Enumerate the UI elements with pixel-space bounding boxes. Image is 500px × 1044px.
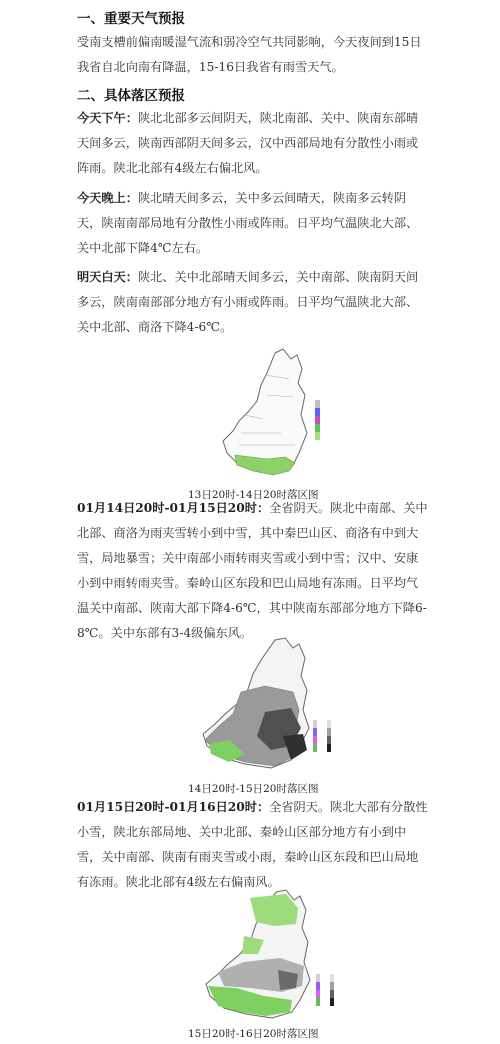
period2-text: 全省阴天。陕北中南部、关中北部、商洛为雨夹雪转小到中雪，其中秦巴山区、商洛有中到大雪，局地暴雪；关中南部小雨转雨夹雪或小到中雪；汉中、安康小到中雨转雨夹雪。秦岭山区东段和巴山局地有冻雨。日平均气温关中南部、陕南大部下降4-6℃，其中陕南东部部分地方下降6-8℃。关中东部有3-4级偏东风。 bbox=[77, 501, 428, 640]
tomorrow-paragraph bbox=[77, 265, 430, 340]
section1-paragraph: 受南支槽前偏南暖湿气流和弱冷空气共同影响，今天夜间到15日我省自北向南有降温，15-16日我省有雨雪天气。 bbox=[77, 35, 422, 74]
legend-2b bbox=[327, 720, 331, 752]
period2-paragraph bbox=[77, 496, 430, 646]
legend-2a bbox=[313, 720, 317, 752]
forecast-map-1 bbox=[205, 345, 330, 480]
tomorrow-text: 陕北、关中北部晴天间多云，关中南部、陕南阴天间多云，陕南南部部分地方有小雨或阵雨。日平均气温陕北大部、关中北部、商洛下降4-6℃。 bbox=[77, 270, 419, 334]
map1-caption: 13日20时-14日20时落区图 bbox=[188, 489, 319, 501]
map2-caption: 14日20时-15日20时落区图 bbox=[188, 783, 319, 795]
period3-label: 01月15日20时-01月16日20时： bbox=[77, 800, 270, 814]
period3-text: 全省阴天。陕北大部有分散性小雪，陕北东部局地、关中北部、秦岭山区部分地方有小到中雪，关中南部、陕南有雨夹雪或小雨，秦岭山区东段和巴山局地有冻雨。陕北北部有4级左右偏南风。 bbox=[77, 800, 428, 889]
today-afternoon-label: 今天下午： bbox=[77, 111, 138, 125]
forecast-map-3 bbox=[200, 888, 350, 1023]
tomorrow-label: 明天白天： bbox=[77, 270, 138, 284]
forecast-map-2 bbox=[195, 636, 345, 774]
legend-3b bbox=[330, 974, 334, 1006]
period3-paragraph bbox=[77, 795, 430, 895]
map3-caption: 15日20时-16日20时落区图 bbox=[188, 1028, 319, 1040]
tonight-label: 今天晚上： bbox=[77, 191, 138, 205]
tonight-paragraph bbox=[77, 186, 430, 261]
section1-heading: 一、重要天气预报 bbox=[77, 11, 185, 27]
tonight-text: 陕北晴天间多云，关中多云间晴天，陕南多云转阴天，陕南南部局地有分散性小雨或阵雨。日平均气温陕北大部、关中北部下降4℃左右。 bbox=[77, 191, 419, 255]
legend-3a bbox=[316, 974, 320, 1006]
today-afternoon-text: 陕北北部多云间阴天，陕北南部、关中、陕南东部晴天间多云，陕南西部阴天间多云，汉中西部局地有分散性小雨或阵雨。陕北北部有4级左右偏北风。 bbox=[77, 111, 419, 175]
section2-heading: 二、具体落区预报 bbox=[77, 88, 185, 104]
period2-label: 01月14日20时-01月15日20时： bbox=[77, 501, 270, 515]
legend-1 bbox=[315, 400, 320, 440]
today-afternoon-paragraph bbox=[77, 106, 430, 181]
